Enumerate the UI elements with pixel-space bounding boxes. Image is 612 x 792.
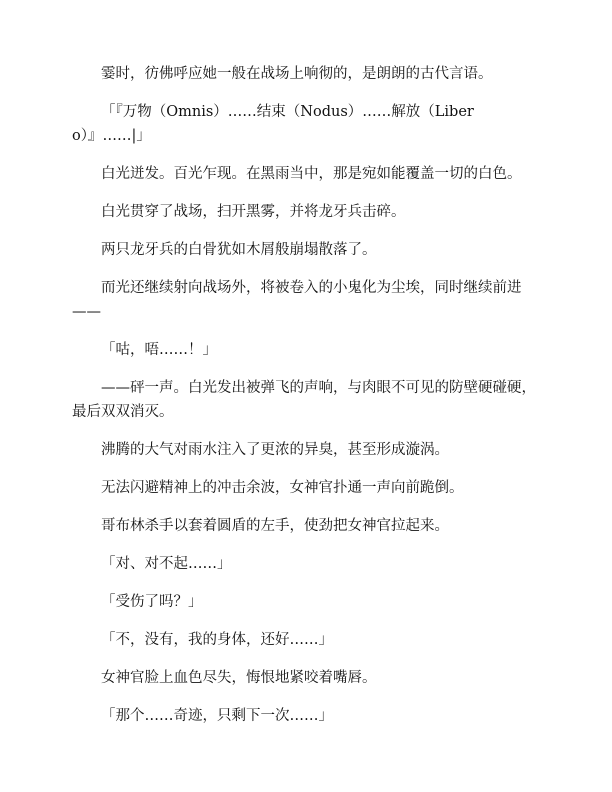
paragraph-2: 「『万物（Omnis）……结束（Nodus）……解放（Libero）』……|」	[72, 104, 474, 144]
paragraph-11: 哥布林杀手以套着圆盾的左手，使劲把女神官拉起来。	[101, 518, 449, 534]
paragraph-15: 女神官脸上血色尽失，悔恨地紧咬着嘴唇。	[101, 670, 377, 686]
paragraph-6: 而光还继续射向战场外，将被卷入的小鬼化为尘埃，同时继续前进——	[72, 280, 522, 320]
paragraph-8: ——砰一声。白光发出被弹飞的声响，与肉眼不可见的防壁硬碰硬，最后双双消灭。	[72, 380, 536, 420]
paragraph-14: 「不，没有，我的身体，还好……」	[101, 632, 333, 648]
paragraph-5: 两只龙牙兵的白骨犹如木屑般崩塌散落了。	[101, 242, 377, 258]
paragraph-4: 白光贯穿了战场，扫开黑雾，并将龙牙兵击碎。	[101, 204, 406, 220]
paragraph-7: 「咕，唔……！」	[101, 342, 217, 358]
paragraph-9: 沸腾的大气对雨水注入了更浓的异臭，甚至形成漩涡。	[101, 442, 449, 458]
paragraph-13: 「受伤了吗？」	[101, 594, 203, 610]
paragraph-3: 白光迸发。百光乍现。在黑雨当中，那是宛如能覆盖一切的白色。	[101, 166, 522, 182]
paragraph-1: 霎时，彷佛呼应她一般在战场上响彻的，是朗朗的古代言语。	[101, 66, 493, 82]
paragraph-10: 无法闪避精神上的冲击余波，女神官扑通一声向前跪倒。	[101, 480, 464, 496]
paragraph-16: 「那个……奇迹，只剩下一次……」	[101, 708, 333, 724]
body-text	[72, 62, 544, 742]
paragraph-12: 「对、对不起……」	[101, 556, 232, 572]
